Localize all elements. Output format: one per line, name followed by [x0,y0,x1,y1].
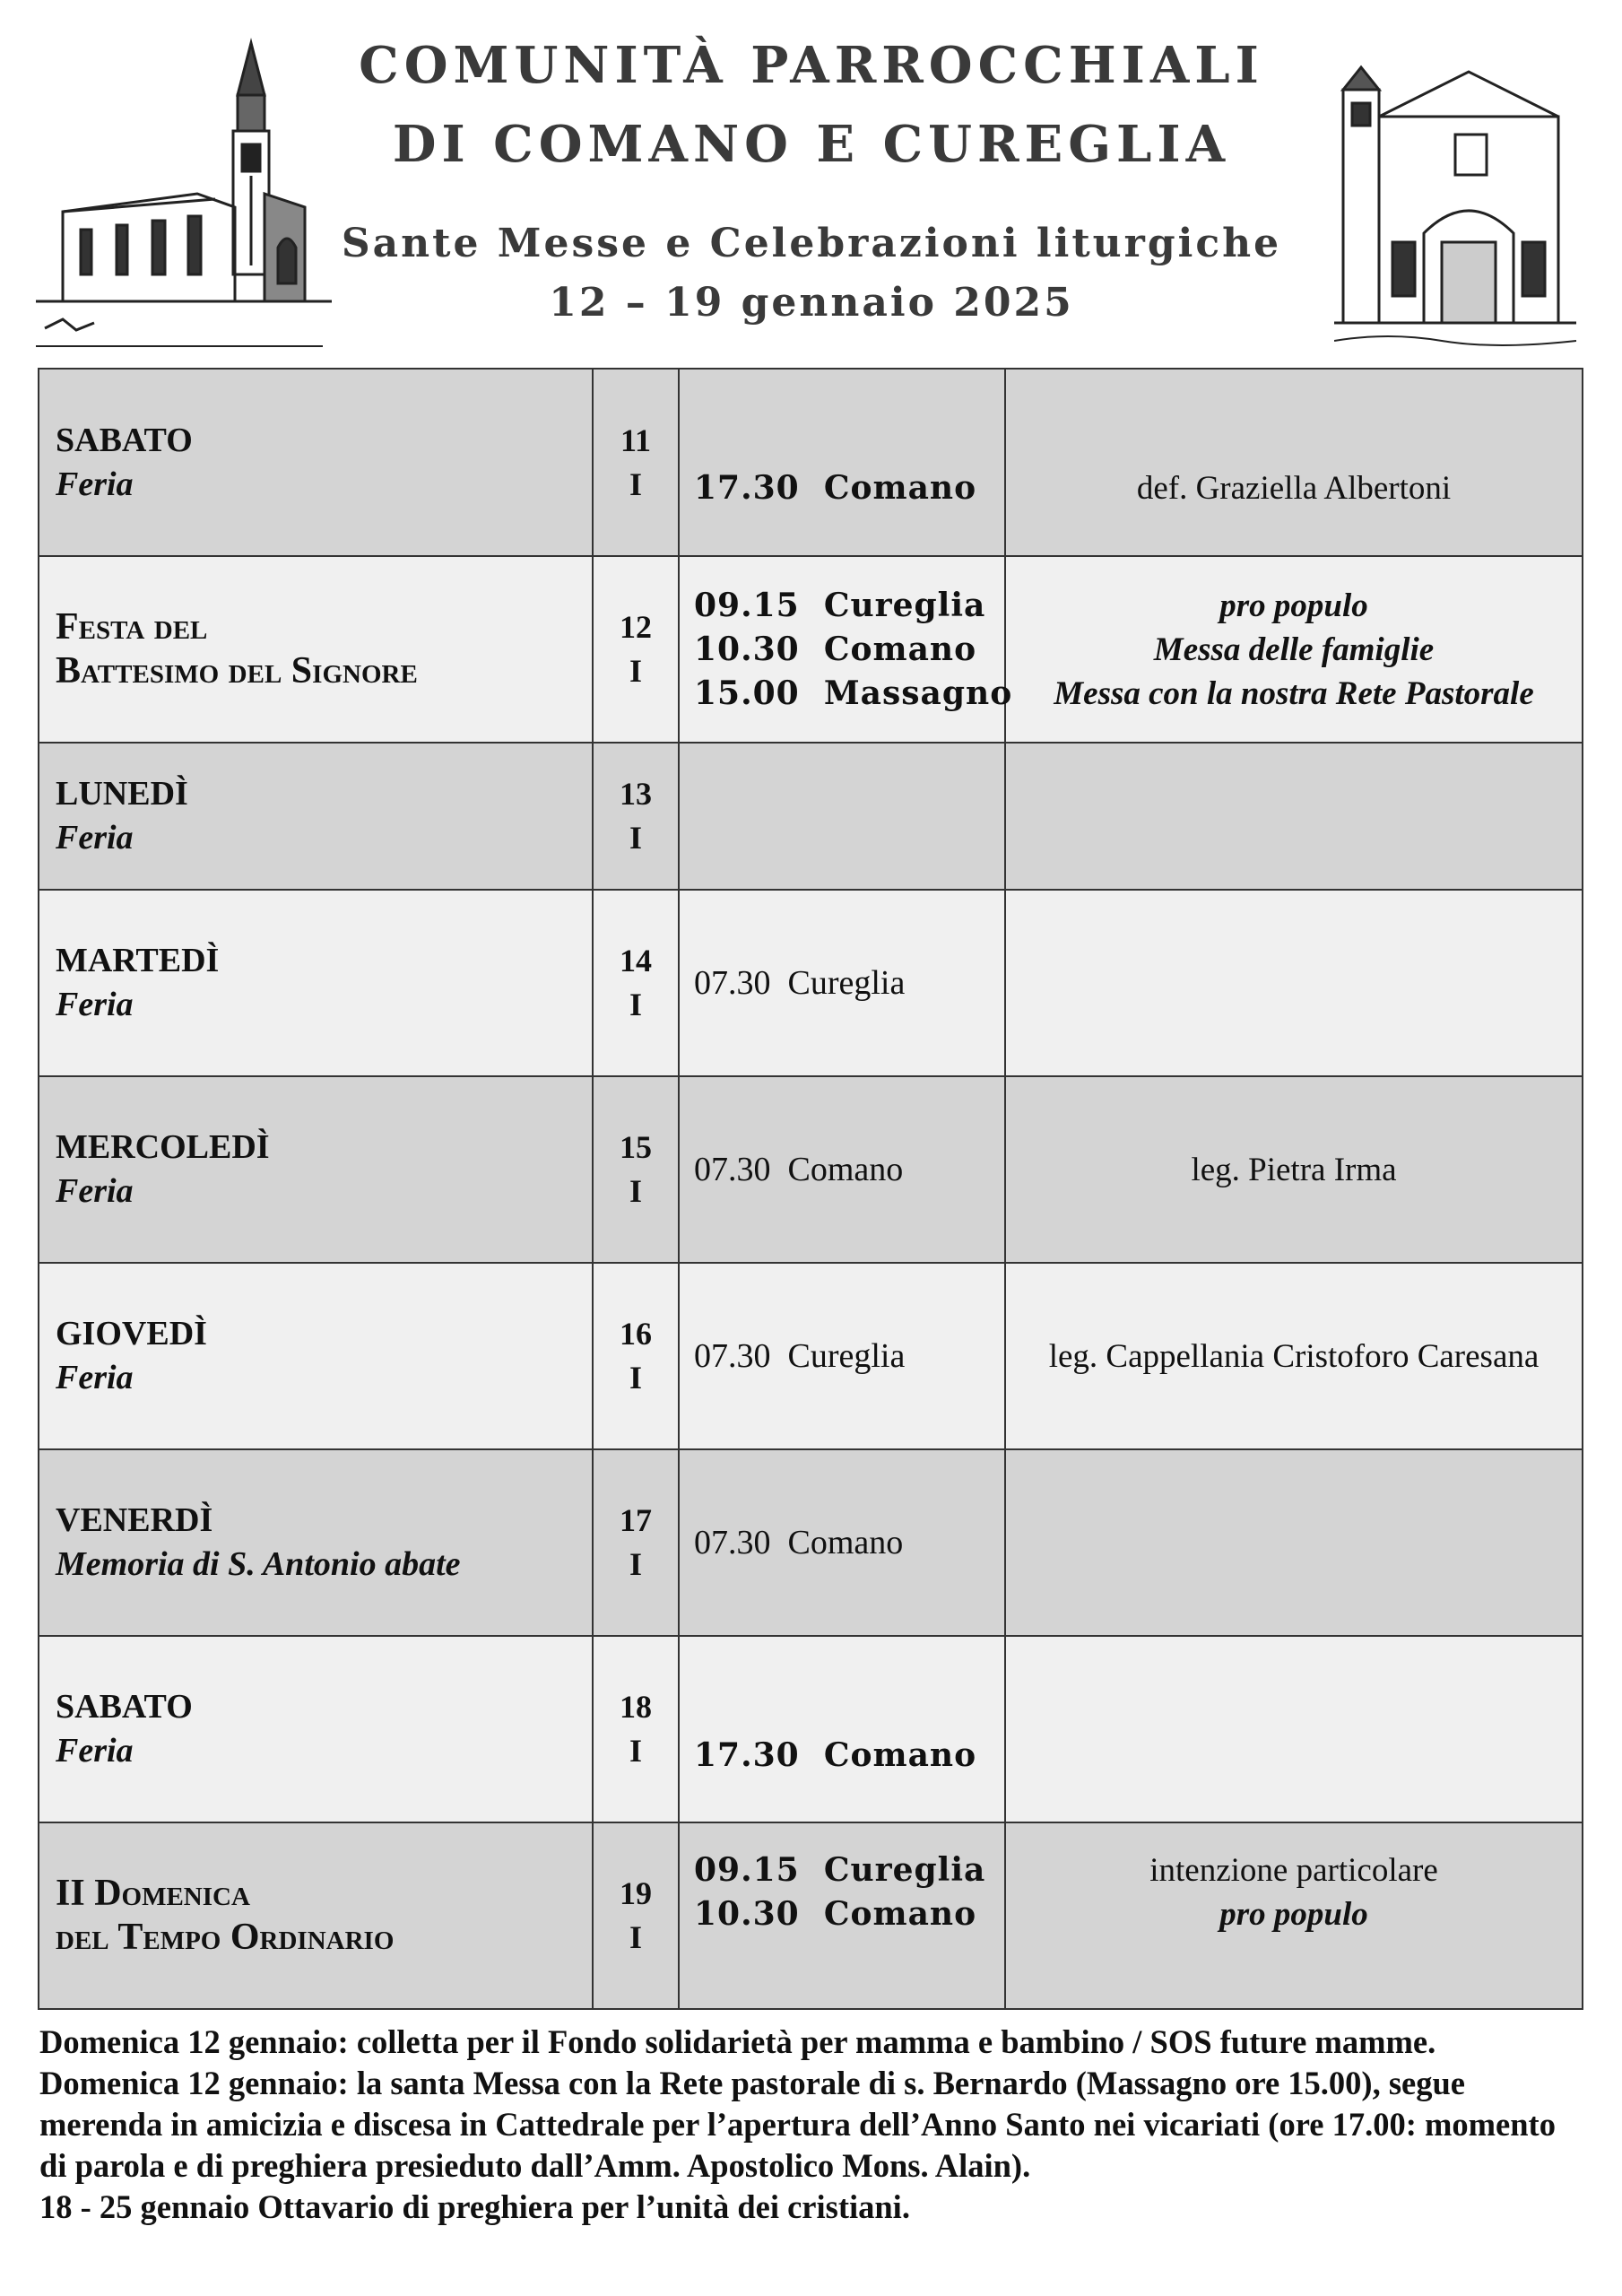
mass-place: Comano [823,1895,977,1933]
day-name: MARTEDÌ [56,942,220,979]
table-row [39,1449,1583,1636]
week-numeral: I [629,1733,642,1769]
table-row [39,743,1583,890]
date-number: 19 [620,1875,652,1911]
mass-time: 07.30 [694,1523,771,1561]
mass-entry [694,672,1013,716]
date-number: 13 [620,776,652,812]
mass-time: 07.30 [694,963,771,1002]
day-name-line2: del Tempo Ordinario [56,1917,395,1958]
note-line: Domenica 12 gennaio: la santa Messa con la Rete pastorale di s. Bernardo (Massagno ore 15.00), segue merenda in amicizia e discesa in Cattedrale per l’apertura dell’Anno Santo nei vicariati (ore 17.00: momento di parola e di preghiera presieduto dall’Amm. Apostolico Mons. Alain). [39,2065,1556,2184]
mass-place: Comano [787,1150,904,1188]
mass-entry [694,584,1004,628]
mass-time: 17.30 [694,469,800,507]
day-subtitle: Feria [56,1359,134,1396]
day-name: GIOVEDÌ [56,1315,207,1352]
intention-text: pro populo [1219,587,1368,624]
mass-time: 10.30 [694,1895,800,1933]
date-cell [593,1263,679,1449]
date-cell [593,1449,679,1636]
intention-cell [1005,556,1583,743]
mass-entry [694,1892,1004,1936]
intention-cell [1005,1822,1583,2009]
week-numeral: I [629,820,642,856]
week-numeral: I [629,987,642,1022]
day-name-line2: Battesimo del Signore [56,650,418,691]
day-subtitle: Feria [56,465,134,503]
intention-text: pro populo [1219,1896,1368,1933]
day-cell [39,1822,593,2009]
mass-cell [679,743,1005,890]
mass-entry [694,961,1004,1005]
mass-place: Cureglia [823,1851,986,1889]
mass-entry [694,1734,1004,1778]
day-subtitle: Feria [56,986,134,1023]
mass-entry [694,1148,1004,1192]
day-cell [39,890,593,1076]
mass-cell [679,890,1005,1076]
intention-cell [1005,890,1583,1076]
day-name: SABATO [56,1688,193,1726]
table-row [39,369,1583,556]
day-name: Festa del [56,606,208,648]
intention-text: leg. Pietra Irma [1191,1151,1397,1188]
subtitle: Sante Messe e Celebrazioni liturgiche [341,221,1282,266]
note-line: 18 - 25 gennaio Ottavario di preghiera per l’unità dei cristiani. [39,2188,910,2225]
day-cell [39,556,593,743]
mass-time: 10.30 [694,630,800,668]
mass-place: Cureglia [787,1336,906,1375]
intention-cell [1005,743,1583,890]
day-subtitle: Memoria di S. Antonio abate [56,1545,461,1583]
mass-time: 07.30 [694,1336,771,1375]
intention-cell [1005,1263,1583,1449]
intention-text: leg. Cappellania Cristoforo Caresana [1048,1337,1540,1375]
date-cell [593,890,679,1076]
mass-entry [694,628,1004,672]
day-cell [39,743,593,890]
mass-entry [694,1848,1004,1892]
mass-place: Massagno [823,674,1013,712]
intention-cell [1005,1636,1583,1822]
week-numeral: I [629,1546,642,1582]
table-row [39,890,1583,1076]
day-cell [39,1076,593,1263]
intention-text: Messa delle famiglie [1153,631,1435,668]
week-numeral: I [629,465,642,502]
mass-place: Comano [823,469,977,507]
date-number: 16 [620,1316,652,1352]
mass-entry [694,466,1004,510]
date-cell [593,556,679,743]
title-line-1: COMUNITÀ PARROCCHIALI [359,36,1264,95]
mass-time: 09.15 [694,586,800,624]
week-numeral: I [629,1360,642,1396]
mass-cell [679,1263,1005,1449]
day-name: II Domenica [56,1873,250,1914]
date-number: 17 [620,1502,652,1538]
day-name: MERCOLEDÌ [56,1128,270,1166]
table-row [39,1263,1583,1449]
mass-place: Cureglia [787,963,906,1002]
date-cell [593,1636,679,1822]
church-right-illustration [1334,63,1576,359]
day-subtitle: Feria [56,819,134,857]
date-cell [593,1076,679,1263]
mass-place: Comano [787,1523,904,1561]
mass-cell [679,1449,1005,1636]
table-row [39,1636,1583,1822]
mass-time: 17.30 [694,1735,800,1774]
schedule-table [38,368,1583,2010]
table-row [39,1076,1583,1263]
date-range: 12 – 19 gennaio 2025 [549,280,1074,326]
date-number: 15 [620,1129,652,1165]
day-subtitle: Feria [56,1172,134,1210]
mass-time: 15.00 [694,674,800,712]
note-line: Domenica 12 gennaio: colletta per il Fondo solidarietà per mamma e bambino / SOS future mamme. [39,2023,1436,2060]
intention-text: def. Graziella Albertoni [1136,470,1452,507]
date-number: 18 [620,1689,652,1725]
church-left-illustration [36,32,341,355]
mass-place: Comano [823,630,977,668]
mass-time: 07.30 [694,1150,771,1188]
notes [39,2022,1591,2228]
header [0,0,1622,359]
date-cell [593,1822,679,2009]
mass-cell [679,1822,1005,2009]
mass-entry [694,1335,1004,1378]
day-cell [39,1449,593,1636]
title-line-2: DI COMANO E CUREGLIA [392,115,1231,174]
date-number: 14 [620,943,652,978]
date-number: 11 [620,422,651,458]
day-subtitle: Feria [56,1732,134,1770]
day-cell [39,369,593,556]
intention-text: Messa con la nostra Rete Pastorale [1054,674,1534,712]
mass-entry [694,1521,1004,1565]
intention-cell [1005,1449,1583,1636]
week-numeral: I [629,653,642,689]
mass-cell [679,369,1005,556]
table-row [39,1822,1583,2009]
mass-place: Cureglia [823,586,986,624]
day-cell [39,1263,593,1449]
day-name: SABATO [56,421,193,459]
date-number: 12 [620,609,652,645]
week-numeral: I [629,1173,642,1209]
day-cell [39,1636,593,1822]
mass-place: Comano [823,1735,977,1774]
table-row [39,556,1583,743]
day-name: LUNEDÌ [56,775,188,813]
day-name: VENERDÌ [56,1501,213,1539]
intention-text: intenzione particolare [1149,1852,1438,1889]
week-numeral: I [629,1919,642,1955]
mass-cell [679,556,1013,743]
intention-cell [1005,369,1583,556]
mass-time: 09.15 [694,1851,800,1889]
date-cell [593,369,679,556]
date-cell [593,743,679,890]
mass-cell [679,1636,1005,1822]
mass-cell [679,1076,1005,1263]
intention-cell [1005,1076,1583,1263]
